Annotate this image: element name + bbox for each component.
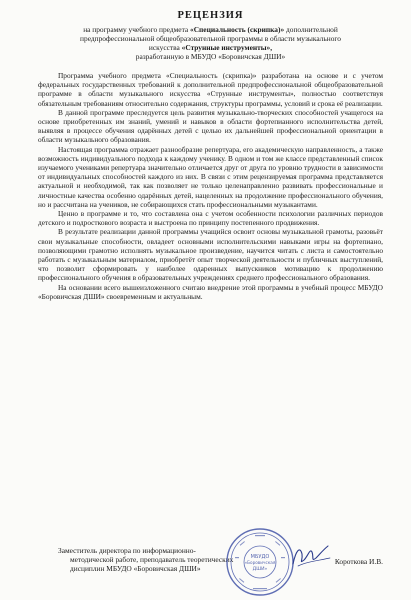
subject-name: «Специальность (скрипка)»	[190, 25, 285, 34]
subject-line-3	[38, 43, 383, 52]
paragraph-2: В данной программе преследуется цель развития музыкально-творческих способностей учащегося на основе приобретенных им знаний, умений и навыков в области фортепианного исполнительства детей, выявляя в процессе обучения одарённых детей с целью их дальнейшей профессиональной ориентации в области музыкального образования.	[38, 107, 383, 145]
handwritten-signature	[290, 540, 332, 570]
signer-role-line-3: дисциплин МБУДО «Боровичская ДШИ»	[70, 564, 201, 573]
signer-name: Короткова И.В.	[334, 557, 383, 566]
signer-role-line-1: Заместитель директора по информационно-	[58, 546, 196, 555]
signature-block	[58, 546, 383, 573]
subject-prefix: на программу учебного предмета	[83, 25, 191, 34]
document-title: РЕЦЕНЗИЯ	[177, 10, 244, 21]
review-body	[38, 71, 383, 301]
subject-suffix: дополнительной	[284, 25, 338, 34]
official-stamp	[225, 527, 295, 597]
program-name: «Струнные инструменты»,	[181, 43, 273, 52]
subject-line-4: разработанную в МБУДО «Боровичская ДШИ»	[135, 52, 286, 61]
paragraph-4: Ценно в программе и то, что составлена она с учетом особенности психологии различных периодов детского и подросткового возраста и выстроена по принципу постепенного продвижения.	[38, 209, 383, 228]
subject-line-2: предпрофессиональной общеобразовательной программы в области музыкального	[80, 34, 341, 43]
paragraph-3: Настоящая программа отражает разнообразие репертуара, его академическую направленность, а также возможность индивидуального подхода к каждому ученику. В одном и том же классе представленный список изучаемого учениками репертуара значительно отличается друг от друга по уровню трудности в зависимости от индивидуальных способностей каждого из них. В связи с этим рецензируемая программа представляется актуальной и необходимой, так как позволяет не только целенаправленно развивать профессиональные и личностные качества особенно одарённых детей, нацеленных на продолжение профессионального обучения, но и рассчитана на учеников, не собирающихся стать профессиональными музыкантами.	[38, 144, 383, 209]
stamp-text-2: «Боровичская	[244, 560, 276, 565]
stamp-text-1: МБУДО	[250, 554, 270, 560]
paragraph-1: Программа учебного предмета «Специальность (скрипка)» разработана на основе и с учетом федеральных государственных требований к дополнительной предпрофессиональной общеобразовательной программе в области музыкального искусства «Струнные инструменты», полностью соответствуя обязательным требованиям относительно содержания, структуры программы, условий и срока её реализации.	[38, 71, 383, 108]
signer-role-line-2: методической работе, преподаватель теоретических	[70, 555, 234, 564]
subject-line-3-prefix: искусства	[148, 43, 182, 52]
subject-line-1	[38, 25, 383, 34]
review-subject	[38, 25, 383, 61]
paragraph-5: В результате реализации данной программы учащийся освоит основы музыкальной грамоты, разовьёт свои музыкальные способности, овладеет основными исполнительскими навыками игры на фортепиано, позволяющими грамотно исполнять музыкальное произведение, научится читать с листа и самостоятельно работать с музыкальным материалом, приобретёт опыт творческой деятельности и публичных выступлений, что позволит сформировать у наиболее одаренных выпускников мотивацию к продолжению профессионального обучения в образовательных учреждениях среднего профессионального образования.	[38, 227, 383, 283]
stamp-text-3: ДШИ»	[252, 567, 268, 572]
paragraph-6: На основании всего вышеизложенного считаю внедрение этой программы в учебный процесс МБУДО «Боровичская ДШИ» своевременным и актуальным.	[38, 282, 383, 301]
